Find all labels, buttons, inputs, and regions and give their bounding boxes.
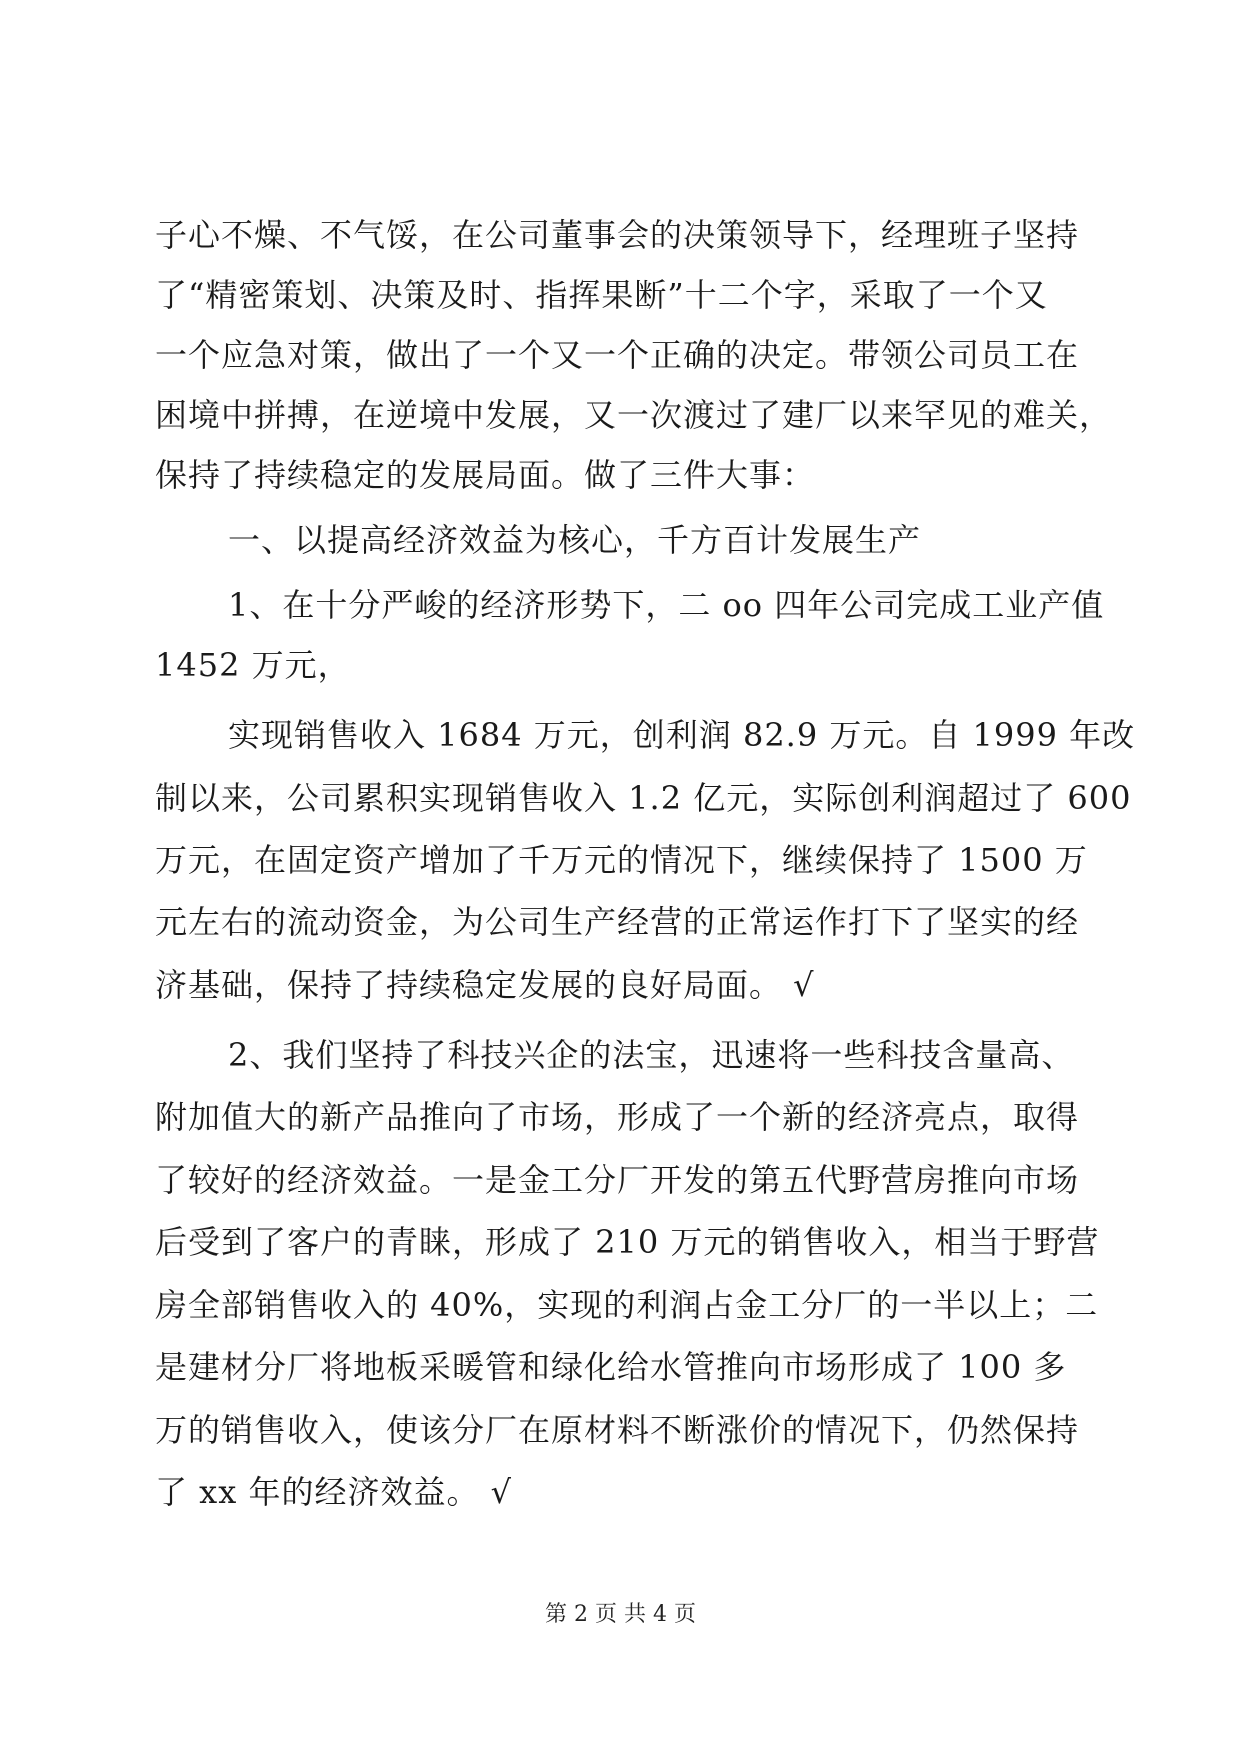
body-line: 1452 万元， bbox=[155, 646, 351, 684]
body-line: 是建材分厂将地板采暖管和绿化给水管推向市场形成了 100 多 bbox=[155, 1348, 1067, 1386]
body-line: 2、我们坚持了科技兴企的法宝，迅速将一些科技含量高、 bbox=[228, 1036, 1075, 1074]
body-line: 济基础，保持了持续稳定发展的良好局面。 √ bbox=[155, 966, 815, 1004]
body-line: 了 xx 年的经济效益。 √ bbox=[155, 1473, 513, 1511]
section-heading: 一、以提高经济效益为核心，千方百计发展生产 bbox=[228, 521, 922, 559]
body-line: 困境中拼搏，在逆境中发展，又一次渡过了建厂以来罕见的难关， bbox=[155, 396, 1113, 434]
body-line: 1、在十分严峻的经济形势下，二 oo 四年公司完成工业产值 bbox=[228, 586, 1105, 624]
body-line: 元左右的流动资金，为公司生产经营的正常运作打下了坚实的经 bbox=[155, 903, 1080, 941]
body-line: 万元，在固定资产增加了千万元的情况下，继续保持了 1500 万 bbox=[155, 841, 1088, 879]
body-line: 制以来，公司累积实现销售收入 1.2 亿元，实际创利润超过了 600 bbox=[155, 779, 1132, 817]
body-line: 附加值大的新产品推向了市场，形成了一个新的经济亮点，取得 bbox=[155, 1098, 1080, 1136]
page-number-footer: 第 2 页 共 4 页 bbox=[545, 1602, 696, 1627]
body-line: 万的销售收入，使该分厂在原材料不断涨价的情况下，仍然保持 bbox=[155, 1411, 1080, 1449]
body-line: 一个应急对策，做出了一个又一个正确的决定。带领公司员工在 bbox=[155, 336, 1080, 374]
body-line: 了“精密策划、决策及时、指挥果断”十二个字，采取了一个又 bbox=[155, 276, 1048, 314]
body-line: 了较好的经济效益。一是金工分厂开发的第五代野营房推向市场 bbox=[155, 1161, 1080, 1199]
body-line: 实现销售收入 1684 万元，创利润 82.9 万元。自 1999 年改 bbox=[228, 716, 1136, 754]
body-line: 子心不燥、不气馁，在公司董事会的决策领导下，经理班子坚持 bbox=[155, 216, 1080, 254]
body-line: 保持了持续稳定的发展局面。做了三件大事： bbox=[155, 456, 816, 494]
body-line: 后受到了客户的青睐，形成了 210 万元的销售收入，相当于野营 bbox=[155, 1223, 1100, 1261]
body-line: 房全部销售收入的 40%，实现的利润占金工分厂的一半以上；二 bbox=[155, 1286, 1099, 1324]
